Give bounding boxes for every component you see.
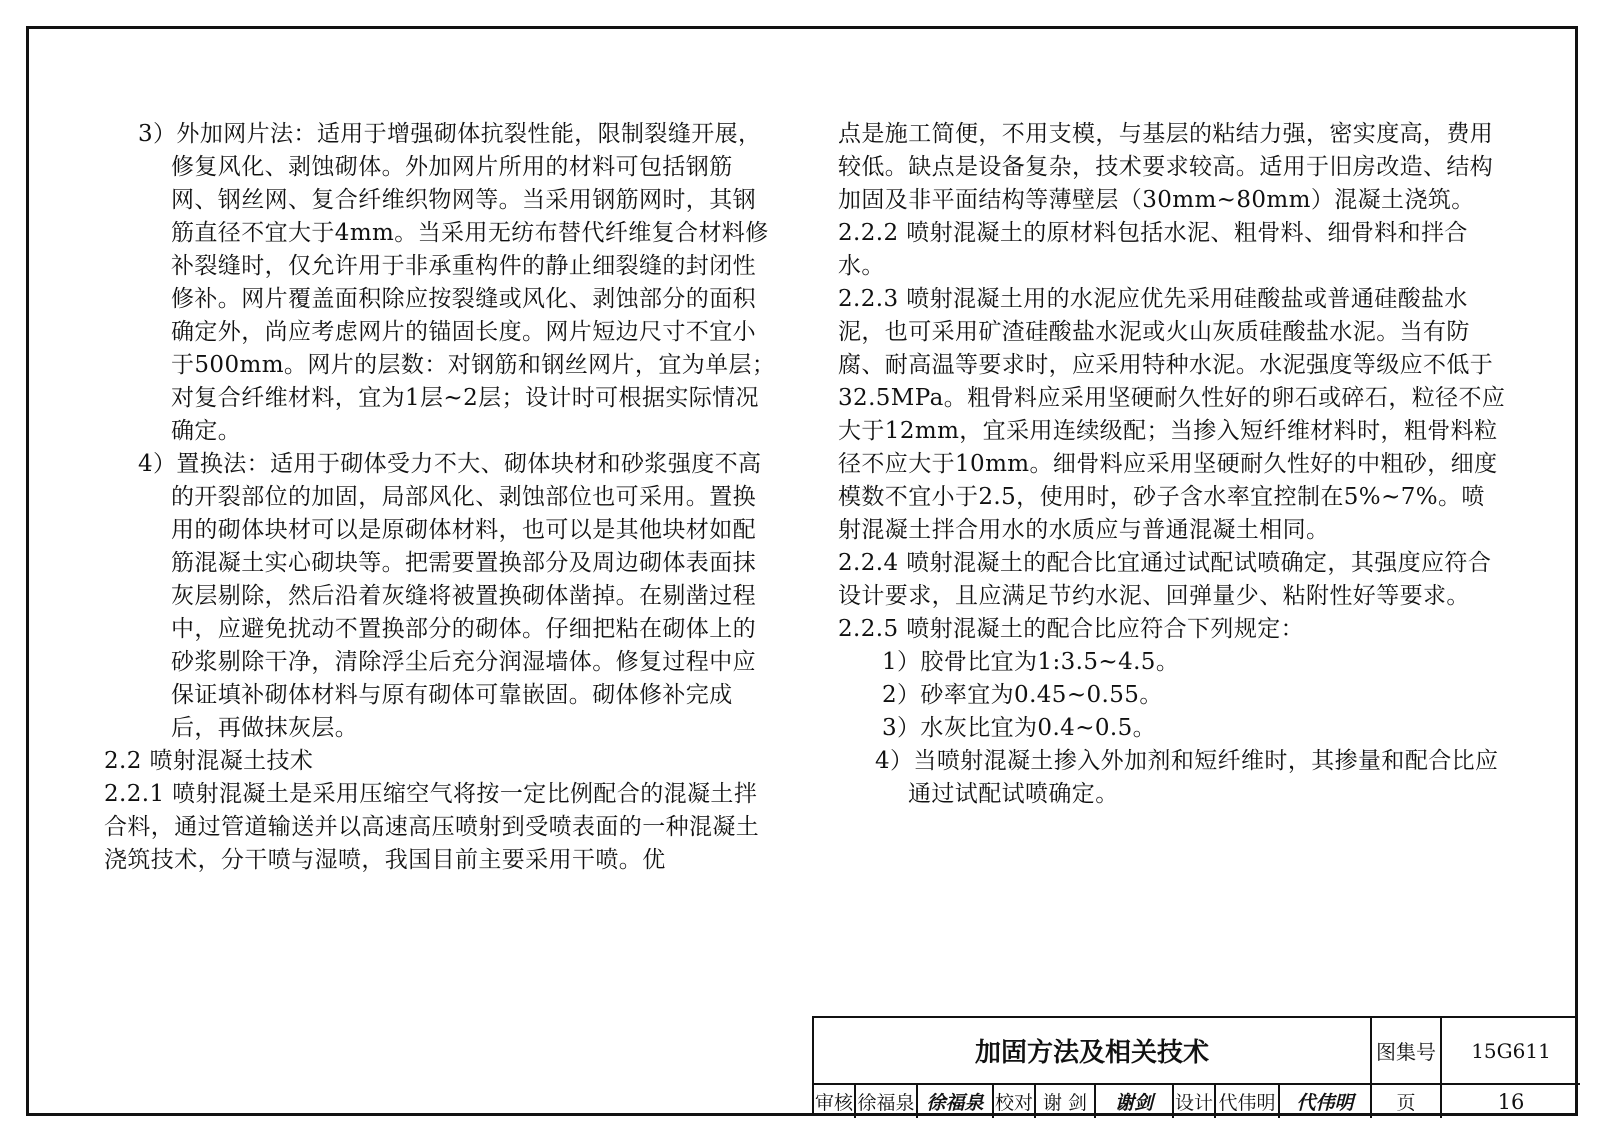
reviewer-name: 徐福泉 (856, 1085, 918, 1118)
atlas-number: 15G611 (1442, 1018, 1580, 1085)
paragraph-2-2-4: 2.2.4 喷射混凝土的配合比宜通过试配试喷确定，其强度应符合设计要求，且应满足节约水泥、回弹量少、粘附性好等要求。 (838, 550, 1492, 609)
section-heading-2-2: 2.2 喷射混凝土技术 (104, 748, 314, 774)
rule-item-1: 1）胶骨比宜为1:3.5~4.5。 (882, 649, 1180, 675)
checker-name: 谢 剑 (1036, 1085, 1096, 1118)
paragraph-2-2-2: 2.2.2 喷射混凝土的原材料包括水泥、粗骨料、细骨料和拌合水。 (838, 220, 1468, 279)
paragraph-2-2-3: 2.2.3 喷射混凝土用的水泥应优先采用硅酸盐或普通硅酸盐水泥，也可采用矿渣硅酸盐水泥或火山灰质硅酸盐水泥。当有防腐、耐高温等要求时，应采用特种水泥。水泥强度等级应不低于32.5MPa。粗骨料应采用坚硬耐久性好的卵石或碎石，粒径不应大于12mm，宜采用连续级配；当掺入短纤维材料时，粗骨料粒径不应大于10mm。细骨料应采用坚硬耐久性好的中粗砂，细度模数不宜小于2.5，使用时，砂子含水率宜控制在5%~7%。喷射混凝土拌合用水的水质应与普通混凝土相同。 (838, 286, 1506, 543)
rule-item-4: 4）当喷射混凝土掺入外加剂和短纤维时，其掺量和配合比应通过试配试喷确定。 (875, 748, 1499, 807)
paragraph-continuation: 点是施工简便，不用支模，与基层的粘结力强，密实度高，费用较低。缺点是设备复杂，技术要求较高。适用于旧房改造、结构加固及非平面结构等薄壁层（30mm~80mm）混凝土浇筑。 (838, 121, 1494, 213)
right-column (838, 118, 1506, 811)
designer-signature: 代伟明 (1280, 1085, 1372, 1118)
design-label: 设计 (1174, 1085, 1216, 1118)
rule-item-3: 3）水灰比宜为0.4~0.5。 (882, 715, 1157, 741)
paragraph-2-2-1: 2.2.1 喷射混凝土是采用压缩空气将按一定比例配合的混凝土拌合料，通过管道输送并以高速高压喷射到受喷表面的一种混凝土浇筑技术，分干喷与湿喷，我国目前主要采用干喷。优 (104, 781, 760, 873)
check-label: 校对 (994, 1085, 1036, 1118)
page-number: 16 (1497, 1089, 1525, 1114)
left-column (104, 118, 776, 877)
checker-signature: 谢剑 (1096, 1085, 1174, 1118)
title-block (812, 1016, 1578, 1116)
designer-name: 代伟明 (1216, 1085, 1280, 1118)
item-4-replacement-method: 4）置换法：适用于砌体受力不大、砌体块材和砂浆强度不高的开裂部位的加固，局部风化、剥蚀部位也可采用。置换用的砌体块材可以是原砌体材料，也可以是其他块材如配筋混凝土实心砌块等。把需要置换部分及周边砌体表面抹灰层剔除，然后沿着灰缝将被置换砌体凿掉。在剔凿过程中，应避免扰动不置换部分的砌体。仔细把粘在砌体上的砂浆剔除干净，清除浮尘后充分润湿墙体。修复过程中应保证填补砌体材料与原有砌体可靠嵌固。砌体修补完成后，再做抹灰层。 (138, 451, 762, 741)
review-label: 审核 (814, 1085, 856, 1118)
page-label: 页 (1372, 1085, 1442, 1118)
drawing-title: 加固方法及相关技术 (814, 1018, 1372, 1085)
item-3-mesh-method: 3）外加网片法：适用于增强砌体抗裂性能，限制裂缝开展，修复风化、剥蚀砌体。外加网片所用的材料可包括钢筋网、钢丝网、复合纤维织物网等。当采用钢筋网时，其钢筋直径不宜大于4mm。当采用无纺布替代纤维复合材料修补裂缝时，仅允许用于非承重构件的静止细裂缝的封闭性修补。网片覆盖面积除应按裂缝或风化、剥蚀部分的面积确定外，尚应考虑网片的锚固长度。网片短边尺寸不宜小于500mm。网片的层数：对钢筋和钢丝网片，宜为单层；对复合纤维材料，宜为1层~2层；设计时可根据实际情况确定。 (138, 121, 776, 444)
rule-item-2: 2）砂率宜为0.45~0.55。 (882, 682, 1163, 708)
reviewer-signature: 徐福泉 (918, 1085, 994, 1118)
atlas-number-label: 图集号 (1372, 1018, 1442, 1085)
paragraph-2-2-5: 2.2.5 喷射混凝土的配合比应符合下列规定： (838, 616, 1305, 642)
signature-row (814, 1085, 1580, 1118)
